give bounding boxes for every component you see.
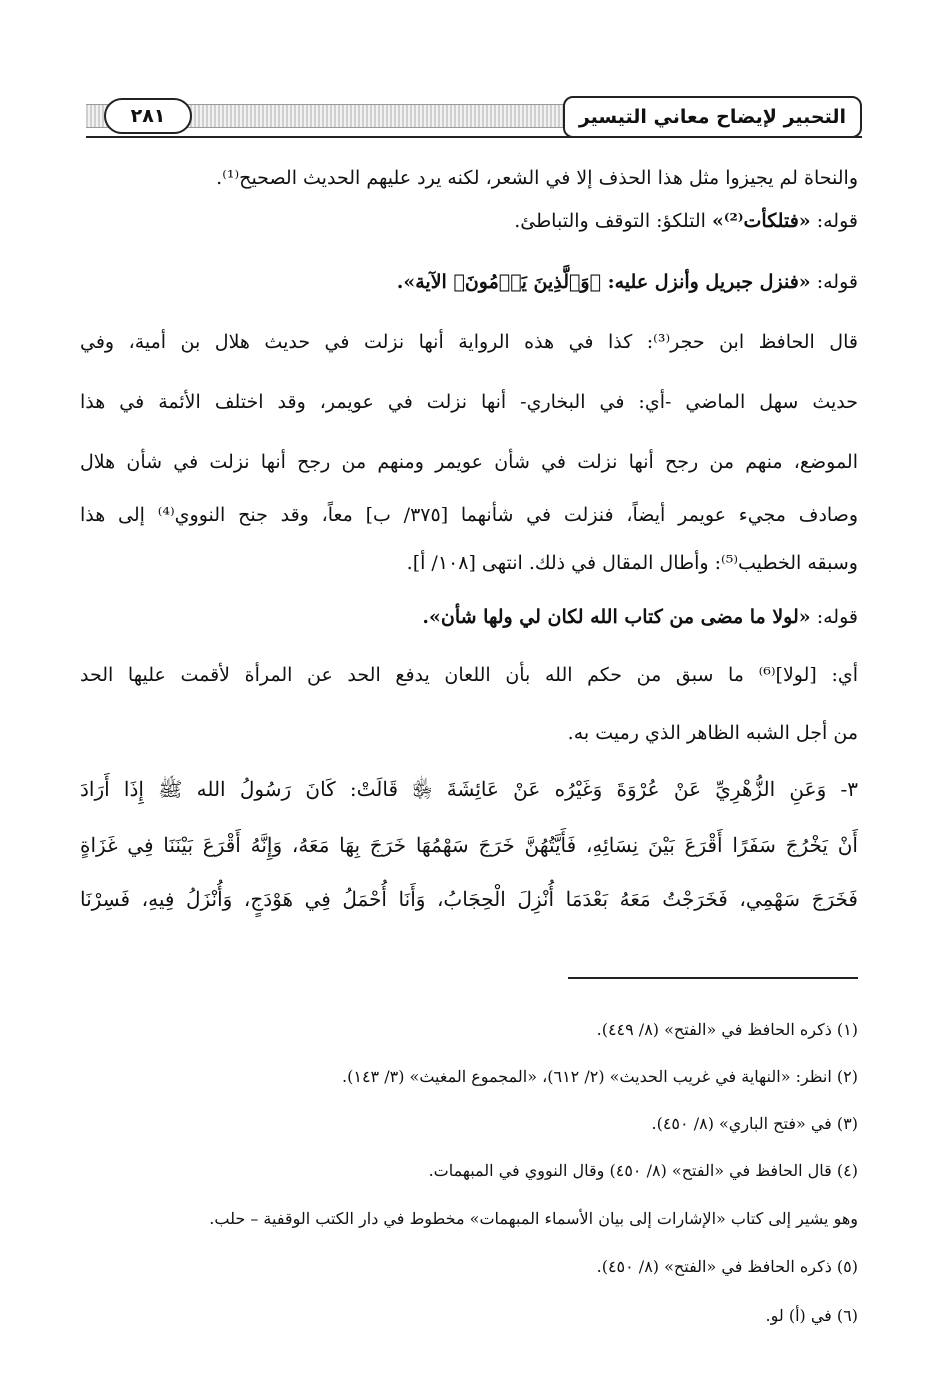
- quote-label: قوله:: [810, 210, 858, 232]
- footnote-1: (١) ذكره الحافظ في «الفتح» (٨/ ٤٤٩).: [596, 1020, 858, 1039]
- body-line-1: والنحاة لم يجيزوا مثل هذا الحذف إلا في الشعر، لكنه يرد عليهم الحديث الصحيح⁽¹⁾.: [216, 167, 858, 189]
- footnote-4: (٤) قال الحافظ في «الفتح» (٨/ ٤٥٠) وقال النووي في المبهمات.: [428, 1161, 858, 1180]
- body-line-9: [80, 602, 858, 632]
- footnote-3: (٣) في «فتح الباري» (٨/ ٤٥٠).: [651, 1114, 858, 1133]
- body-line-8: وسبقه الخطيب⁽⁵⁾: وأطال المقال في ذلك. انتهى [١٠٨/ أ].: [406, 552, 858, 574]
- body-line-6: الموضع، منهم من رجح أنها نزلت في شأن عويمر ومنهم من رجح أنها نزلت في شأن هلال: [80, 451, 858, 473]
- footnote-2: (٢) انظر: «النهاية في غريب الحديث» (٢/ ٦١٢)، «المجموع المغيث» (٣/ ١٤٣).: [342, 1067, 858, 1086]
- explanation: التلكؤ: التوقف والتباطئ.: [514, 210, 712, 232]
- footnote-6: (٦) في (أ) لو.: [765, 1306, 858, 1325]
- book-title: التحبير لإيضاح معاني التيسير: [563, 96, 862, 138]
- page-number: ٢٨١: [104, 98, 192, 134]
- running-header: [86, 96, 862, 138]
- hadith-line-2: أَنْ يَخْرُجَ سَفَرًا أَقْرَعَ بَيْنَ نِسَائِهِ، فَأَيَّتُهُنَّ خَرَجَ سَهْمُهَا خَرَجَ بِهَا مَعَهُ، وَإِنَّهُ أَقْرَعَ بَيْنَنَا فِي غَزَاةٍ: [80, 833, 858, 857]
- body-line-7: وصادف مجيء عويمر أيضاً، فنزلت في شأنهما [٣٧٥/ ب] معاً، وقد جنح النووي⁽⁴⁾ إلى هذا: [80, 504, 859, 526]
- quoted-phrase: «فتلكأت⁽²⁾»: [711, 210, 811, 232]
- quote-label: قوله:: [810, 606, 858, 628]
- footnote-5: (٥) ذكره الحافظ في «الفتح» (٨/ ٤٥٠).: [596, 1257, 858, 1276]
- body-line-2: [80, 206, 858, 236]
- header-rule: [86, 136, 862, 138]
- body-line-10: أي: [لولا]⁽⁶⁾ ما سبق من حكم الله بأن اللعان يدفع الحد عن المرأة لأقمت عليها الحد: [80, 664, 858, 686]
- hadith-line-1: ٣- وَعَنِ الزُّهْرِيِّ عَنْ عُرْوَةَ وَغَيْرُه عَنْ عَائِشَةَ ﵂ قَالَتْ: كَانَ رَسُولُ الله ﷺ إِذَا أَرَادَ: [80, 777, 858, 801]
- body-line-11: من أجل الشبه الظاهر الذي رميت به.: [567, 722, 858, 744]
- footnote-4-continued: وهو يشير إلى كتاب «الإشارات إلى بيان الأسماء المبهمات» مخطوط في دار الكتب الوقفية – حلب.: [209, 1209, 858, 1228]
- quoted-phrase: «فنزل جبريل وأنزل عليه: ﴿وَٱلَّذِينَ يَرۡمُونَ﴾ الآية».: [396, 271, 811, 293]
- hadith-line-3: فَخَرَجَ سَهْمِي، فَخَرَجْتُ مَعَهُ بَعْدَمَا أُنْزِلَ الْحِجَابُ، وَأَنَا أُحْمَلُ فِي هَوْدَجٍ، وَأُنْزَلُ فِيهِ، فَسِرْنَا: [80, 887, 858, 911]
- quote-label: قوله:: [810, 271, 858, 293]
- body-line-5: حديث سهل الماضي -أي: في البخاري- أنها نزلت في عويمر، وقد اختلف الأئمة في هذا: [80, 391, 858, 413]
- body-line-4: قال الحافظ ابن حجر⁽³⁾: كذا في هذه الرواية أنها نزلت في حديث هلال بن أمية، وفي: [80, 331, 858, 353]
- quoted-phrase: «لولا ما مضى من كتاب الله لكان لي ولها شأن».: [422, 606, 811, 628]
- footnote-separator: [568, 977, 858, 979]
- body-line-3: [80, 267, 858, 297]
